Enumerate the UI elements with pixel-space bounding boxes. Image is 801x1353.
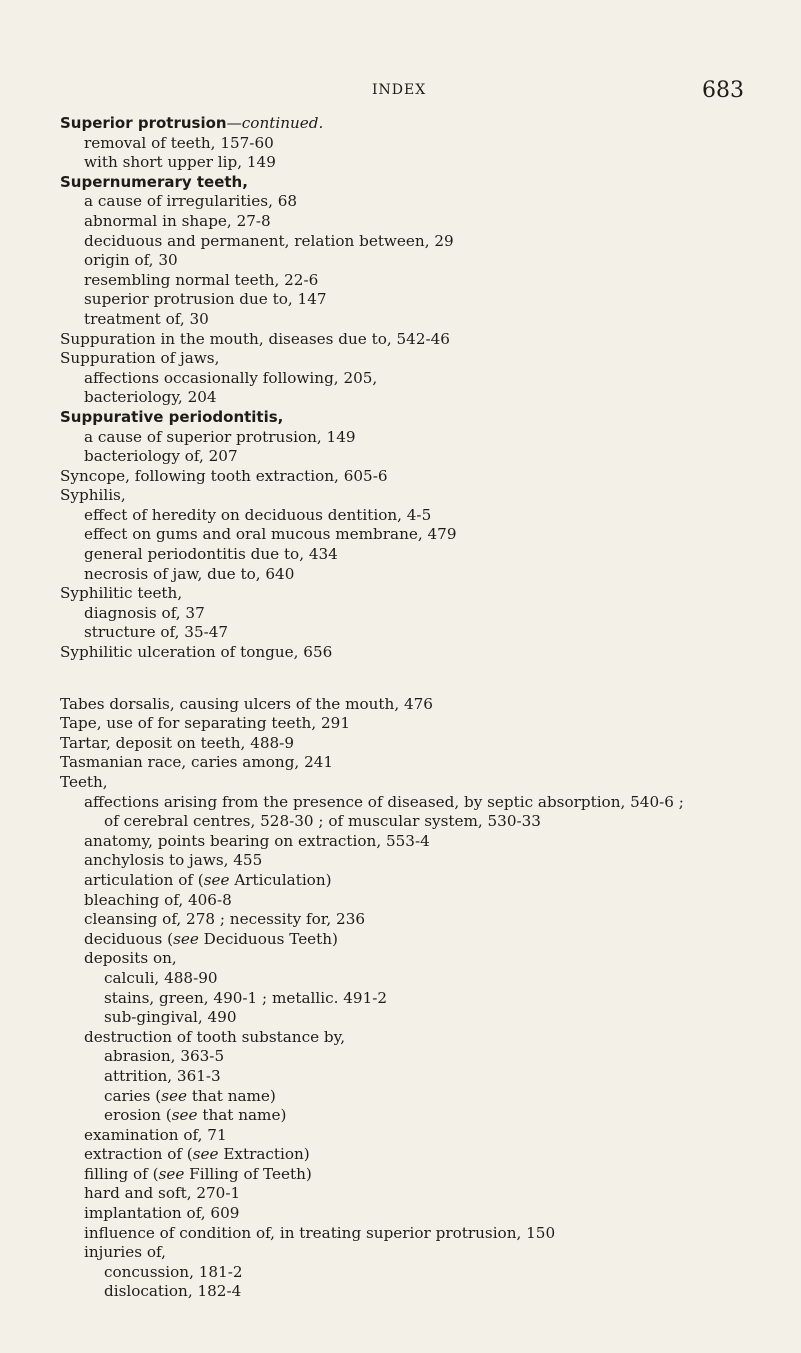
entry-text: abnormal in shape, 27-8 <box>84 211 271 230</box>
entry-text: a cause of irregularities, 68 <box>84 192 298 211</box>
entry-text: calculi, 488-90 <box>104 968 218 987</box>
entry-text: necrosis of jaw, due to, 640 <box>84 564 295 583</box>
entry-text: cleansing of, 278 ; necessity for, 236 <box>84 910 366 929</box>
index-entry <box>60 812 795 832</box>
index-entry <box>60 753 795 773</box>
entry-text: Syphilis, <box>60 486 126 505</box>
entry-text: filling of ( <box>84 1164 159 1183</box>
entry-text: stains, green, 490-1 ; metallic. 491-2 <box>104 988 388 1007</box>
index-entry <box>60 330 795 350</box>
entry-text: deposits on, <box>84 949 177 968</box>
index-entry <box>60 910 795 930</box>
index-entry <box>60 1087 795 1107</box>
entry-heading: Suppurative periodontitis, <box>60 407 284 426</box>
entry-italic: see <box>203 870 230 889</box>
entry-text: a cause of superior protrusion, 149 <box>84 427 356 446</box>
entry-text: deciduous and permanent, relation between, 29 <box>84 231 454 250</box>
entry-text: general periodontitis due to, 434 <box>84 545 338 564</box>
index-entry <box>60 1106 795 1126</box>
entry-text: anchylosis to jaws, 455 <box>84 851 263 870</box>
index-entry <box>60 134 795 154</box>
entry-text: affections occasionally following, 205, <box>84 368 378 387</box>
index-entry <box>60 1282 795 1302</box>
index-entry <box>60 1224 795 1244</box>
entry-text: implantation of, 609 <box>84 1204 240 1223</box>
index-entry <box>60 871 795 891</box>
index-entry <box>60 1008 795 1028</box>
index-body <box>60 114 795 1302</box>
page-header <box>0 78 801 106</box>
index-entry <box>60 793 795 813</box>
index-entry <box>60 271 795 291</box>
entry-text-after: Filling of Teeth) <box>184 1164 312 1183</box>
index-entry <box>60 695 795 715</box>
entry-text: concussion, 181-2 <box>104 1262 243 1281</box>
entry-text: injuries of, <box>84 1243 166 1262</box>
entry-text: attrition, 361-3 <box>104 1066 221 1085</box>
index-entry <box>60 584 795 604</box>
index-entry <box>60 349 795 369</box>
entry-text: removal of teeth, 157-60 <box>84 133 274 152</box>
entry-text: of cerebral centres, 528-30 ; of muscular system, 530-33 <box>104 812 541 831</box>
index-entry <box>60 232 795 252</box>
entry-text: Teeth, <box>60 773 108 791</box>
index-entry <box>60 623 795 643</box>
entry-text-after: Extraction) <box>218 1145 310 1164</box>
index-entry <box>60 251 795 271</box>
entry-italic: see <box>171 1106 198 1125</box>
entry-text: effect on gums and oral mucous membrane, 479 <box>84 525 457 544</box>
entry-text: extraction of ( <box>84 1145 193 1164</box>
index-entry <box>60 643 795 663</box>
entry-text: bacteriology of, 207 <box>84 447 238 466</box>
entry-text: hard and soft, 270-1 <box>84 1184 241 1203</box>
index-entry <box>60 969 795 989</box>
index-entry <box>60 545 795 565</box>
entry-text-after: Articulation) <box>229 870 332 889</box>
index-entry <box>60 428 795 448</box>
index-entry <box>60 734 795 754</box>
running-title: INDEX <box>372 82 427 98</box>
index-entry <box>60 192 795 212</box>
entry-text: Syncope, following tooth extraction, 605-6 <box>60 466 388 485</box>
index-entry <box>60 1184 795 1204</box>
entry-text: caries ( <box>104 1086 162 1105</box>
page-number: 683 <box>702 78 744 103</box>
index-section-s <box>60 114 795 663</box>
entry-text: Syphilitic teeth, <box>60 584 183 603</box>
entry-text: abrasion, 363-5 <box>104 1047 225 1066</box>
index-entry <box>60 851 795 871</box>
entry-text: bleaching of, 406-8 <box>84 890 232 909</box>
index-entry <box>60 1165 795 1185</box>
index-entry <box>60 388 795 408</box>
entry-text: dislocation, 182-4 <box>104 1282 242 1301</box>
index-entry <box>60 773 795 793</box>
index-entry <box>60 989 795 1009</box>
index-entry <box>60 1263 795 1283</box>
entry-text: with short upper lip, 149 <box>84 153 276 172</box>
index-entry <box>60 212 795 232</box>
index-entry <box>60 1067 795 1087</box>
entry-italic: see <box>161 1086 187 1105</box>
entry-text: resembling normal teeth, 22-6 <box>84 270 319 289</box>
entry-text: erosion ( <box>104 1106 172 1125</box>
entry-text: Syphilitic ulceration of tongue, 656 <box>60 643 333 662</box>
index-entry <box>60 173 795 193</box>
index-entry <box>60 525 795 545</box>
entry-text: Tasmanian race, caries among, 241 <box>60 753 334 772</box>
entry-italic: —continued. <box>226 114 324 132</box>
entry-text-after: that name) <box>187 1086 276 1105</box>
entry-heading: Superior protrusion <box>60 114 227 132</box>
index-entry <box>60 114 795 134</box>
index-section-t <box>60 695 795 1302</box>
entry-text: anatomy, points bearing on extraction, 553-4 <box>84 831 430 850</box>
entry-text: Tape, use of for separating teeth, 291 <box>60 714 350 733</box>
entry-text: origin of, 30 <box>84 251 178 270</box>
entry-italic: see <box>158 1164 185 1183</box>
index-entry <box>60 565 795 585</box>
index-entry <box>60 832 795 852</box>
entry-text: Tabes dorsalis, causing ulcers of the mouth, 476 <box>60 694 433 713</box>
index-entry <box>60 930 795 950</box>
entry-text: influence of condition of, in treating superior protrusion, 150 <box>84 1223 556 1242</box>
entry-text: destruction of tooth substance by, <box>84 1027 346 1046</box>
index-entry <box>60 1145 795 1165</box>
index-entry <box>60 949 795 969</box>
entry-text: effect of heredity on deciduous dentition, 4-5 <box>84 505 432 524</box>
entry-text: sub-gingival, 490 <box>104 1008 237 1027</box>
entry-text-after: Deciduous Teeth) <box>198 929 338 948</box>
entry-text: articulation of ( <box>84 870 204 889</box>
index-entry <box>60 290 795 310</box>
index-entry <box>60 714 795 734</box>
index-entry <box>60 1028 795 1048</box>
index-entry <box>60 1047 795 1067</box>
entry-text: deciduous ( <box>84 929 174 948</box>
entry-text: Tartar, deposit on teeth, 488-9 <box>60 733 294 752</box>
entry-text-after: that name) <box>197 1106 287 1125</box>
index-entry <box>60 467 795 487</box>
index-entry <box>60 1204 795 1224</box>
index-entry <box>60 310 795 330</box>
entry-italic: see <box>173 929 199 948</box>
index-entry <box>60 153 795 173</box>
index-entry <box>60 604 795 624</box>
index-entry <box>60 486 795 506</box>
entry-text: diagnosis of, 37 <box>84 603 205 622</box>
entry-text: Suppuration of jaws, <box>60 349 220 368</box>
entry-text: treatment of, 30 <box>84 309 209 328</box>
entry-heading: Supernumerary teeth, <box>60 172 248 191</box>
index-entry <box>60 447 795 467</box>
entry-text: structure of, 35-47 <box>84 623 229 642</box>
index-entry <box>60 891 795 911</box>
index-entry <box>60 1126 795 1146</box>
entry-italic: see <box>192 1145 219 1164</box>
index-entry <box>60 506 795 526</box>
index-entry <box>60 408 795 428</box>
entry-text: bacteriology, 204 <box>84 388 217 407</box>
entry-text: examination of, 71 <box>84 1125 227 1144</box>
entry-text: superior protrusion due to, 147 <box>84 290 327 309</box>
index-entry <box>60 1243 795 1263</box>
index-entry <box>60 369 795 389</box>
section-gap <box>60 663 795 695</box>
entry-text: Suppuration in the mouth, diseases due to, 542-46 <box>60 329 450 348</box>
entry-text: affections arising from the presence of diseased, by septic absorption, 540-6 ; <box>84 792 684 811</box>
